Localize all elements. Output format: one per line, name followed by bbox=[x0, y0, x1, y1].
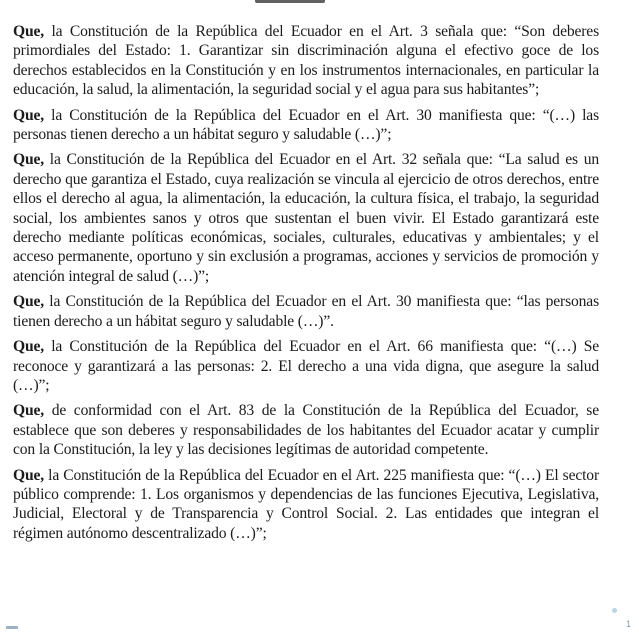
paragraph-art-30-a bbox=[13, 106, 599, 145]
paragraph-body: la Constitución de la República del Ecuador en el Art. 3 señala que: “Son deberes primordiales del Estado: 1. Garantizar sin discriminación alguna el efectivo goce de los derechos establecidos en la Constitución y en los instrumentos internacionales, en particular la educación, la salud, la alimentación, la seguridad social y el agua para sus habitantes”; bbox=[13, 23, 599, 99]
paragraph-body: la Constitución de la República del Ecuador en el Art. 30 manifiesta que: “las personas tienen derecho a un hábitat seguro y saludable (…)”. bbox=[13, 293, 599, 330]
paragraph-art-83 bbox=[13, 401, 599, 459]
paragraph-lead: Que, bbox=[13, 466, 45, 484]
paragraph-art-66 bbox=[13, 337, 599, 395]
paragraph-lead: Que, bbox=[13, 402, 45, 420]
paragraph-body: la Constitución de la República del Ecuador en el Art. 66 manifiesta que: “(…) Se reconoce y garantizará a las personas: 2. El derecho a una vida digna, que asegure la salud (…)”; bbox=[13, 338, 599, 394]
paragraph-lead: Que, bbox=[13, 106, 45, 124]
document-page bbox=[13, 22, 599, 549]
paragraph-lead: Que, bbox=[13, 23, 45, 40]
scan-edge-mark bbox=[6, 626, 18, 629]
paragraph-body: de conformidad con el Art. 83 de la Constitución de la República del Ecuador, se establece que son deberes y responsabilidades de los habitantes del Ecuador acatar y cumplir con la Constitución, la ley y las decisiones legítimas de autoridad competente. bbox=[13, 402, 599, 459]
paragraph-art-225 bbox=[13, 466, 599, 544]
paragraph-lead: Que, bbox=[13, 338, 45, 356]
paragraph-body: la Constitución de la República del Ecuador en el Art. 32 señala que: “La salud es un derecho que garantiza el Estado, cuya realización se vincula al ejercicio de otros derechos, entre ellos el derecho al agua, la alimentación, la educación, la cultura física, el trabajo, la seguridad social, los ambientes sanos y otros que sustentan el buen vivir. El Estado garantizará este derecho mediante políticas económicas, sociales, culturales, educativas y ambientales; y el acceso permanente, oportuno y sin exclusión a programas, acciones y servicios de promoción y atención integral de salud (…)”; bbox=[13, 151, 599, 285]
scan-speck bbox=[612, 608, 617, 613]
paragraph-body: la Constitución de la República del Ecuador en el Art. 30 manifiesta que: “(…) las personas tienen derecho a un hábitat seguro y saludable (…)”; bbox=[13, 106, 599, 144]
paragraph-lead: Que, bbox=[13, 293, 45, 311]
paragraph-art-32 bbox=[13, 150, 599, 286]
paragraph-art-3 bbox=[13, 22, 599, 100]
top-cropped-text-fragment bbox=[255, 0, 325, 3]
paragraph-body: la Constitución de la República del Ecuador en el Art. 225 manifiesta que: “(…) El sector público comprende: 1. Los organismos y dependencias de las funciones Ejecutiva, Legislativa, Judicial, Electoral y de Transparencia y Control Social. 2. Las entidades que integran el régimen autónomo descentralizado (…)”; bbox=[13, 466, 599, 542]
page-corner-mark: 1 bbox=[625, 619, 631, 629]
paragraph-art-30-b bbox=[13, 292, 599, 331]
paragraph-lead: Que, bbox=[13, 151, 45, 169]
